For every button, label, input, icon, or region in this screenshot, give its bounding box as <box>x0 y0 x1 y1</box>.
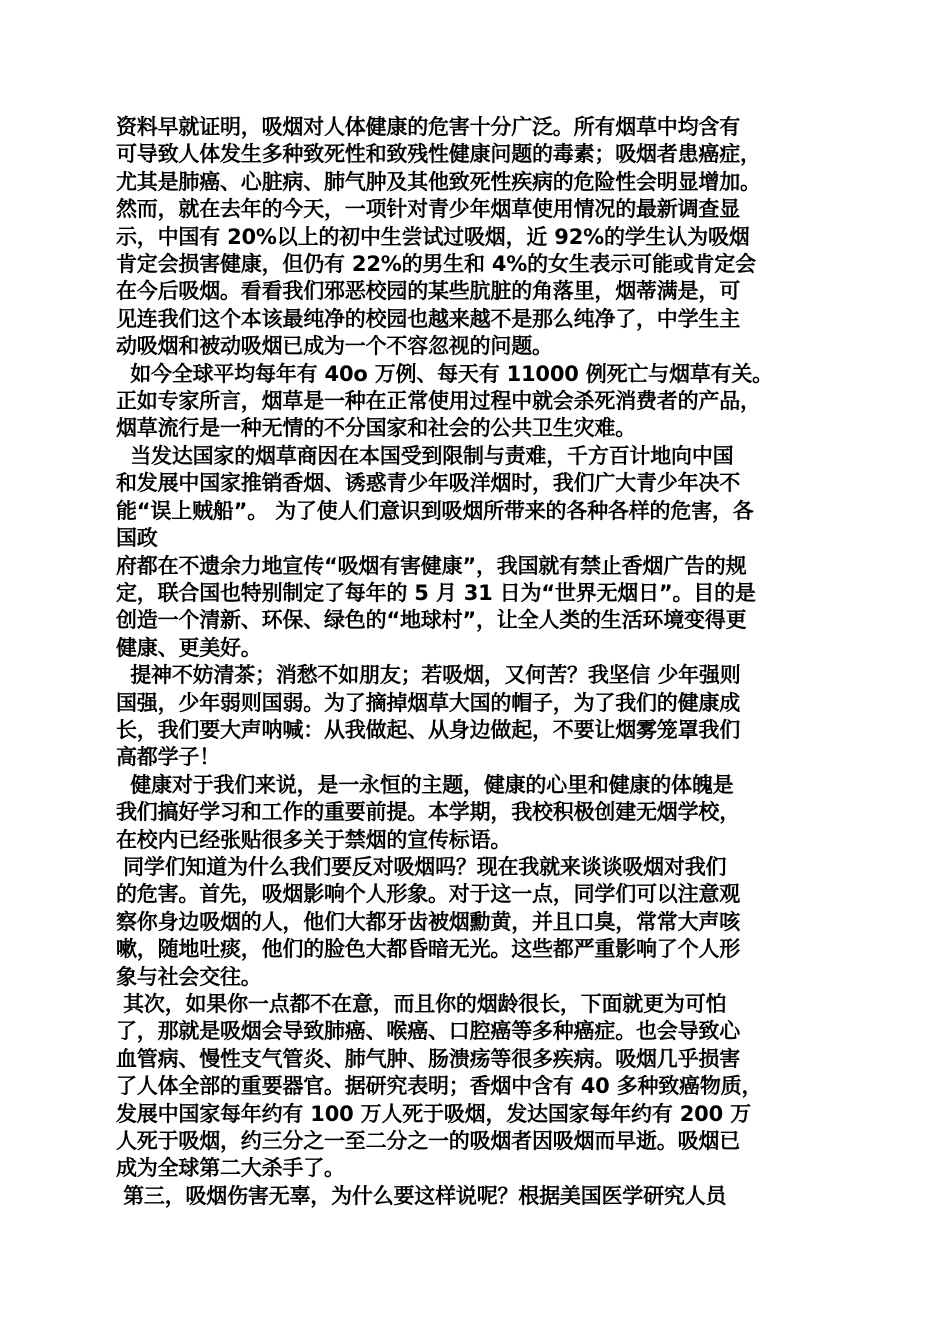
paragraph <box>116 991 846 1183</box>
text-line: 然而，就在去年的今天，一项针对青少年烟草使用情况的最新调查显 <box>116 197 740 222</box>
text-line: 同学们知道为什么我们要反对吸烟吗？现在我就来谈谈吸烟对我们 <box>116 854 727 879</box>
text-line: 能“误上贼船”。 为了使人们意识到吸烟所带来的各种各样的危害，各 <box>116 498 754 523</box>
text-line: 成为全球第二大杀手了。 <box>116 1156 345 1181</box>
text-line: 的危害。首先，吸烟影响个人形象。对于这一点，同学们可以注意观 <box>116 882 740 907</box>
paragraph <box>116 114 846 361</box>
text-line: 长，我们要大声呐喊：从我做起、从身边做起，不要让烟雾笼罩我们 <box>116 717 740 742</box>
text-line: 尤其是肺癌、心脏病、肺气肿及其他致死性疾病的危险性会明显增加。 <box>116 169 761 194</box>
text-line: 国政 <box>116 526 158 551</box>
text-line: 提神不妨清茶；消愁不如朋友；若吸烟，又何苦？我坚信 少年强则 <box>116 663 741 688</box>
text-line: 了人体全部的重要器官。据研究表明；香烟中含有 40 多种致癌物质， <box>116 1074 763 1099</box>
document-body <box>116 114 846 1210</box>
text-line: 人死于吸烟，约三分之一至二分之一的吸烟者因吸烟而早逝。吸烟已 <box>116 1129 740 1154</box>
text-line: 察你身边吸烟的人，他们大都牙齿被烟勳黄，并且口臭，常常大声咳 <box>116 909 740 934</box>
text-line: 嗽，随地吐痰，他们的脸色大都昏暗无光。这些都严重影响了个人形 <box>116 937 740 962</box>
text-line: 烟草流行是一种无情的不分国家和社会的公共卫生灾难。 <box>116 416 636 441</box>
text-line: 血管病、慢性支气管炎、肺气肿、肠溃疡等很多疾病。吸烟几乎损害 <box>116 1046 740 1071</box>
text-line: 如今全球平均每年有 40o 万例、每天有 11000 例死亡与烟草有关。 <box>116 361 773 386</box>
text-line: 可导致人体发生多种致死性和致残性健康问题的毒素；吸烟者患癌症， <box>116 142 761 167</box>
paragraph <box>116 772 846 854</box>
text-line: 我们搞好学习和工作的重要前提。本学期，我校积极创建无烟学校， <box>116 800 740 825</box>
text-line: 健康、更美好。 <box>116 635 262 660</box>
text-line: 府都在不遗余力地宣传“吸烟有害健康”，我国就有禁止香烟广告的规 <box>116 553 747 578</box>
text-line: 其次，如果你一点都不在意，而且你的烟龄很长，下面就更为可怕 <box>116 992 727 1016</box>
text-line: 见连我们这个本该最纯净的校园也越来越不是那么纯净了，中学生主 <box>116 306 740 331</box>
text-line: 动吸烟和被动吸烟已成为一个不容忽视的问题。 <box>116 334 553 359</box>
text-line: 资料早就证明，吸烟对人体健康的危害十分广泛。所有烟草中均含有 <box>116 115 740 139</box>
text-line: 高都学子！ <box>116 745 220 770</box>
text-line: 当发达国家的烟草商因在本国受到限制与责难，千方百计地向中国 <box>116 443 734 468</box>
text-line: 象与社会交往。 <box>116 964 262 989</box>
text-line: 健康对于我们来说，是一永恒的主题，健康的心里和健康的体魄是 <box>116 772 734 797</box>
paragraph <box>116 443 846 662</box>
text-line: 正如专家所言，烟草是一种在正常使用过程中就会杀死消费者的产品， <box>116 389 761 414</box>
text-line: 肯定会损害健康，但仍有 22%的男生和 4%的女生表示可能或肯定会 <box>116 252 756 277</box>
text-line: 和发展中国家推销香烟、诱惑青少年吸洋烟时，我们广大青少年决不 <box>116 471 740 496</box>
text-line: 在校内已经张贴很多关于禁烟的宣传标语。 <box>116 827 512 852</box>
paragraph <box>116 854 846 991</box>
paragraph <box>116 361 846 443</box>
text-line: 在今后吸烟。看看我们邪恶校园的某些肮脏的角落里，烟蒂满是，可 <box>116 279 740 304</box>
text-line: 创造一个清新、环保、绿色的“地球村”，让全人类的生活环境变得更 <box>116 608 747 633</box>
text-line: 第三，吸烟伤害无辜，为什么要这样说呢？根据美国医学研究人员 <box>116 1183 727 1208</box>
text-line: 定，联合国也特别制定了每年的 5 月 31 日为“世界无烟日”。目的是 <box>116 580 756 605</box>
text-line: 了，那就是吸烟会导致肺癌、喉癌、口腔癌等多种癌症。也会导致心 <box>116 1019 740 1044</box>
text-line: 示，中国有 20%以上的初中生尝试过吸烟，近 92%的学生认为吸烟 <box>116 224 750 249</box>
paragraph <box>116 1183 846 1210</box>
paragraph <box>116 662 846 772</box>
text-line: 国强，少年弱则国弱。为了摘掉烟草大国的帽子，为了我们的健康成 <box>116 690 740 715</box>
text-line: 发展中国家每年约有 100 万人死于吸烟，发达国家每年约有 200 万 <box>116 1101 751 1126</box>
